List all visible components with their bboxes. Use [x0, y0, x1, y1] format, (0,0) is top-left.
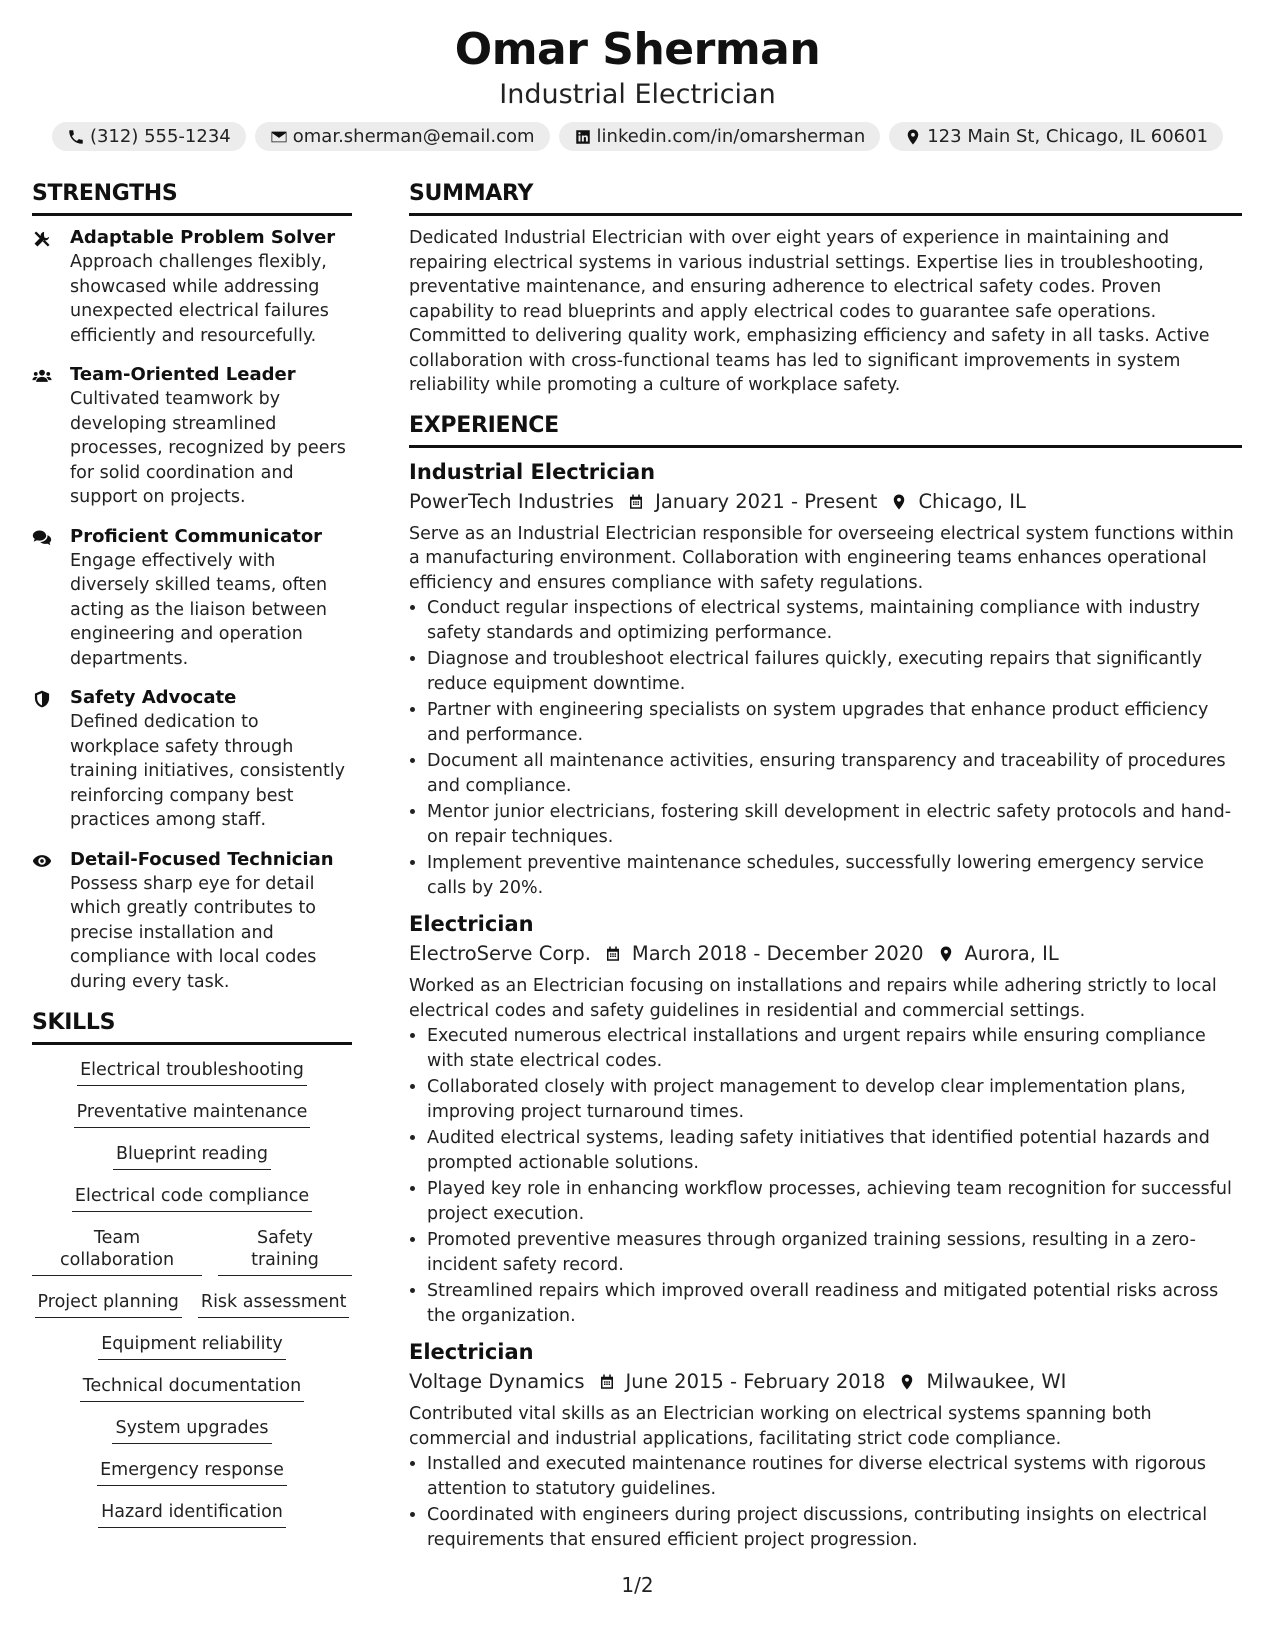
job-bullet: • Promoted preventive measures through organized training sessions, resulting in a zero-incident safety record. — [427, 1228, 1242, 1277]
skill-tag: Preventative maintenance — [74, 1101, 311, 1128]
job-description: Serve as an Industrial Electrician responsible for overseeing electrical system functions within a manufacturing environment. Collaboration with engineering teams enhances operational efficiency and ensures compliance with safety regulations. — [409, 523, 1234, 593]
strength-description: Possess sharp eye for detail which greatly contributes to precise installation and compliance with local codes during every task. — [70, 873, 317, 992]
strength-item — [32, 226, 352, 348]
job-bullet: • Installed and executed maintenance routines for diverse electrical systems with rigorous attention to statutory guidelines. — [427, 1452, 1242, 1501]
job-company: PowerTech Industries — [409, 489, 615, 513]
calendar-icon — [598, 1372, 616, 1392]
job-bullets — [409, 596, 1242, 900]
linkedin-icon — [574, 128, 592, 146]
left-column — [32, 180, 352, 1543]
job-location: Chicago, IL — [918, 489, 1026, 513]
strengths-heading: STRENGTHS — [32, 180, 352, 216]
candidate-name: Omar Sherman — [454, 24, 821, 75]
experience-heading: EXPERIENCE — [409, 412, 1242, 448]
strength-description: Approach challenges flexibly, showcased while addressing unexpected electrical failures efficiently and resourcefully. — [70, 252, 329, 346]
job-location: Aurora, IL — [964, 942, 1059, 965]
job-bullets — [409, 1452, 1242, 1552]
skill-tag: System upgrades — [112, 1417, 271, 1444]
job-location: Milwaukee, WI — [926, 1370, 1067, 1393]
strength-title: Detail-Focused Technician — [70, 848, 334, 870]
contact-address-text: 123 Main St, Chicago, IL 60601 — [927, 126, 1209, 147]
job-meta — [409, 938, 1242, 970]
job-bullets — [409, 1024, 1242, 1328]
strength-item — [32, 848, 352, 995]
job-bullet: • Mentor junior electricians, fostering skill development in electric safety protocols and hand-on repair techniques. — [427, 800, 1242, 849]
job-bullet: • Implement preventive maintenance schedules, successfully lowering emergency service calls by 20%. — [427, 851, 1242, 900]
contact-email-text: omar.sherman@email.com — [292, 126, 535, 147]
contact-linkedin[interactable] — [559, 122, 881, 151]
job-dates: January 2021 - Present — [655, 489, 878, 513]
map-pin-icon — [898, 1372, 916, 1392]
envelope-icon — [270, 128, 288, 146]
job-bullet: • Audited electrical systems, leading safety initiatives that identified potential hazards and prompted actionable solutions. — [427, 1126, 1242, 1175]
strength-item — [32, 686, 352, 833]
job-bullet: • Diagnose and troubleshoot electrical failures quickly, executing repairs that significantly reduce equipment downtime. — [427, 647, 1242, 696]
phone-icon — [67, 128, 85, 146]
skill-tag: Technical documentation — [80, 1375, 304, 1402]
calendar-icon — [604, 944, 622, 964]
job-entry — [409, 910, 1242, 1328]
map-pin-icon — [904, 128, 922, 146]
contact-phone-text: (312) 555-1234 — [89, 126, 231, 147]
skill-tag: Project planning — [35, 1291, 182, 1318]
job-company: Voltage Dynamics — [409, 1370, 585, 1393]
strength-item — [32, 363, 352, 510]
contact-bar — [0, 122, 1275, 151]
strength-title: Safety Advocate — [70, 687, 237, 708]
users-icon — [32, 366, 52, 386]
skill-tag: Electrical code compliance — [72, 1185, 312, 1212]
shield-icon — [32, 689, 52, 709]
job-title: Industrial Electrician — [409, 459, 656, 484]
contact-phone[interactable] — [52, 122, 246, 151]
eye-icon — [32, 851, 52, 871]
job-bullet: • Executed numerous electrical installations and urgent repairs while ensuring compliance with state electrical codes. — [427, 1024, 1242, 1073]
job-meta — [409, 1366, 1242, 1398]
job-bullet: • Collaborated closely with project management to develop clear implementation plans, improving project turnaround times. — [427, 1075, 1242, 1124]
contact-address — [889, 122, 1223, 151]
skill-tag: Electrical troubleshooting — [77, 1059, 307, 1086]
job-company: ElectroServe Corp. — [409, 942, 591, 965]
calendar-icon — [627, 492, 645, 512]
candidate-title: Industrial Electrician — [499, 79, 776, 110]
tools-icon — [32, 229, 52, 249]
skill-tag: Emergency response — [97, 1459, 287, 1486]
resume-header — [0, 0, 1275, 151]
summary-heading: SUMMARY — [409, 180, 1242, 216]
skill-tag: Risk assessment — [198, 1291, 350, 1318]
skill-tag: Team collaboration — [32, 1227, 202, 1276]
job-title: Electrician — [409, 912, 534, 936]
strength-description: Defined dedication to workplace safety through training initiatives, consistently reinforcing company best practices among staff. — [70, 712, 346, 830]
job-dates: June 2015 - February 2018 — [625, 1370, 886, 1393]
strength-description: Cultivated teamwork by developing streamlined processes, recognized by peers for solid coordination and support on projects. — [70, 389, 346, 507]
strength-item — [32, 525, 352, 672]
summary-text: Dedicated Industrial Electrician with over eight years of experience in maintaining and repairing electrical systems in various industrial settings. Expertise lies in troubleshooting, preventative maintenance, and ensuring adherence to electrical safety codes. Proven capability to read blueprints and apply electrical codes to guarantee safe operations. Committed to delivering quality work, emphasizing efficiency and safety in all tasks. Active collaboration with cross-functional teams has led to significant improvements in system reliability while promoting a culture of workplace safety. — [409, 228, 1210, 395]
strength-title: Adaptable Problem Solver — [70, 227, 336, 248]
strength-title: Team-Oriented Leader — [70, 364, 296, 385]
map-pin-icon — [937, 944, 955, 964]
skill-tag: Hazard identification — [98, 1501, 286, 1528]
comments-icon — [32, 528, 52, 548]
strength-title: Proficient Communicator — [70, 525, 323, 547]
skill-tag: Blueprint reading — [113, 1143, 271, 1170]
contact-linkedin-text: linkedin.com/in/omarsherman — [596, 126, 866, 147]
job-bullet: • Document all maintenance activities, ensuring transparency and traceability of procedures and compliance. — [427, 749, 1242, 798]
skill-tag: Equipment reliability — [98, 1333, 286, 1360]
job-entry — [409, 458, 1242, 901]
job-meta — [409, 486, 1242, 518]
job-description: Contributed vital skills as an Electrician working on electrical systems spanning both commercial and industrial applications, facilitating strict code compliance. — [409, 1404, 1152, 1449]
job-entry — [409, 1338, 1242, 1552]
skills-heading: SKILLS — [32, 1009, 352, 1045]
job-dates: March 2018 - December 2020 — [631, 942, 924, 965]
job-bullet: • Streamlined repairs which improved overall readiness and mitigated potential risks across the organization. — [427, 1279, 1242, 1328]
job-bullet: • Partner with engineering specialists on system upgrades that enhance product efficiency and performance. — [427, 698, 1242, 747]
job-description: Worked as an Electrician focusing on installations and repairs while adhering strictly to local electrical codes and safety guidelines in residential and commercial settings. — [409, 976, 1217, 1021]
skill-tag: Safety training — [218, 1227, 352, 1276]
map-pin-icon — [890, 492, 908, 512]
skills-list — [32, 1055, 352, 1528]
strength-description: Engage effectively with diversely skilled teams, often acting as the liaison between engineering and operation departments. — [70, 550, 328, 669]
job-bullet: • Coordinated with engineers during project discussions, contributing insights on electrical requirements that ensured efficient project progression. — [427, 1503, 1242, 1552]
job-bullet: • Conduct regular inspections of electrical systems, maintaining compliance with industry safety standards and optimizing performance. — [427, 596, 1242, 645]
job-title: Electrician — [409, 1340, 534, 1364]
right-column — [409, 180, 1242, 1562]
contact-email[interactable] — [255, 122, 550, 151]
job-bullet: • Played key role in enhancing workflow processes, achieving team recognition for successful project execution. — [427, 1177, 1242, 1226]
page-number: 1/2 — [621, 1573, 654, 1597]
